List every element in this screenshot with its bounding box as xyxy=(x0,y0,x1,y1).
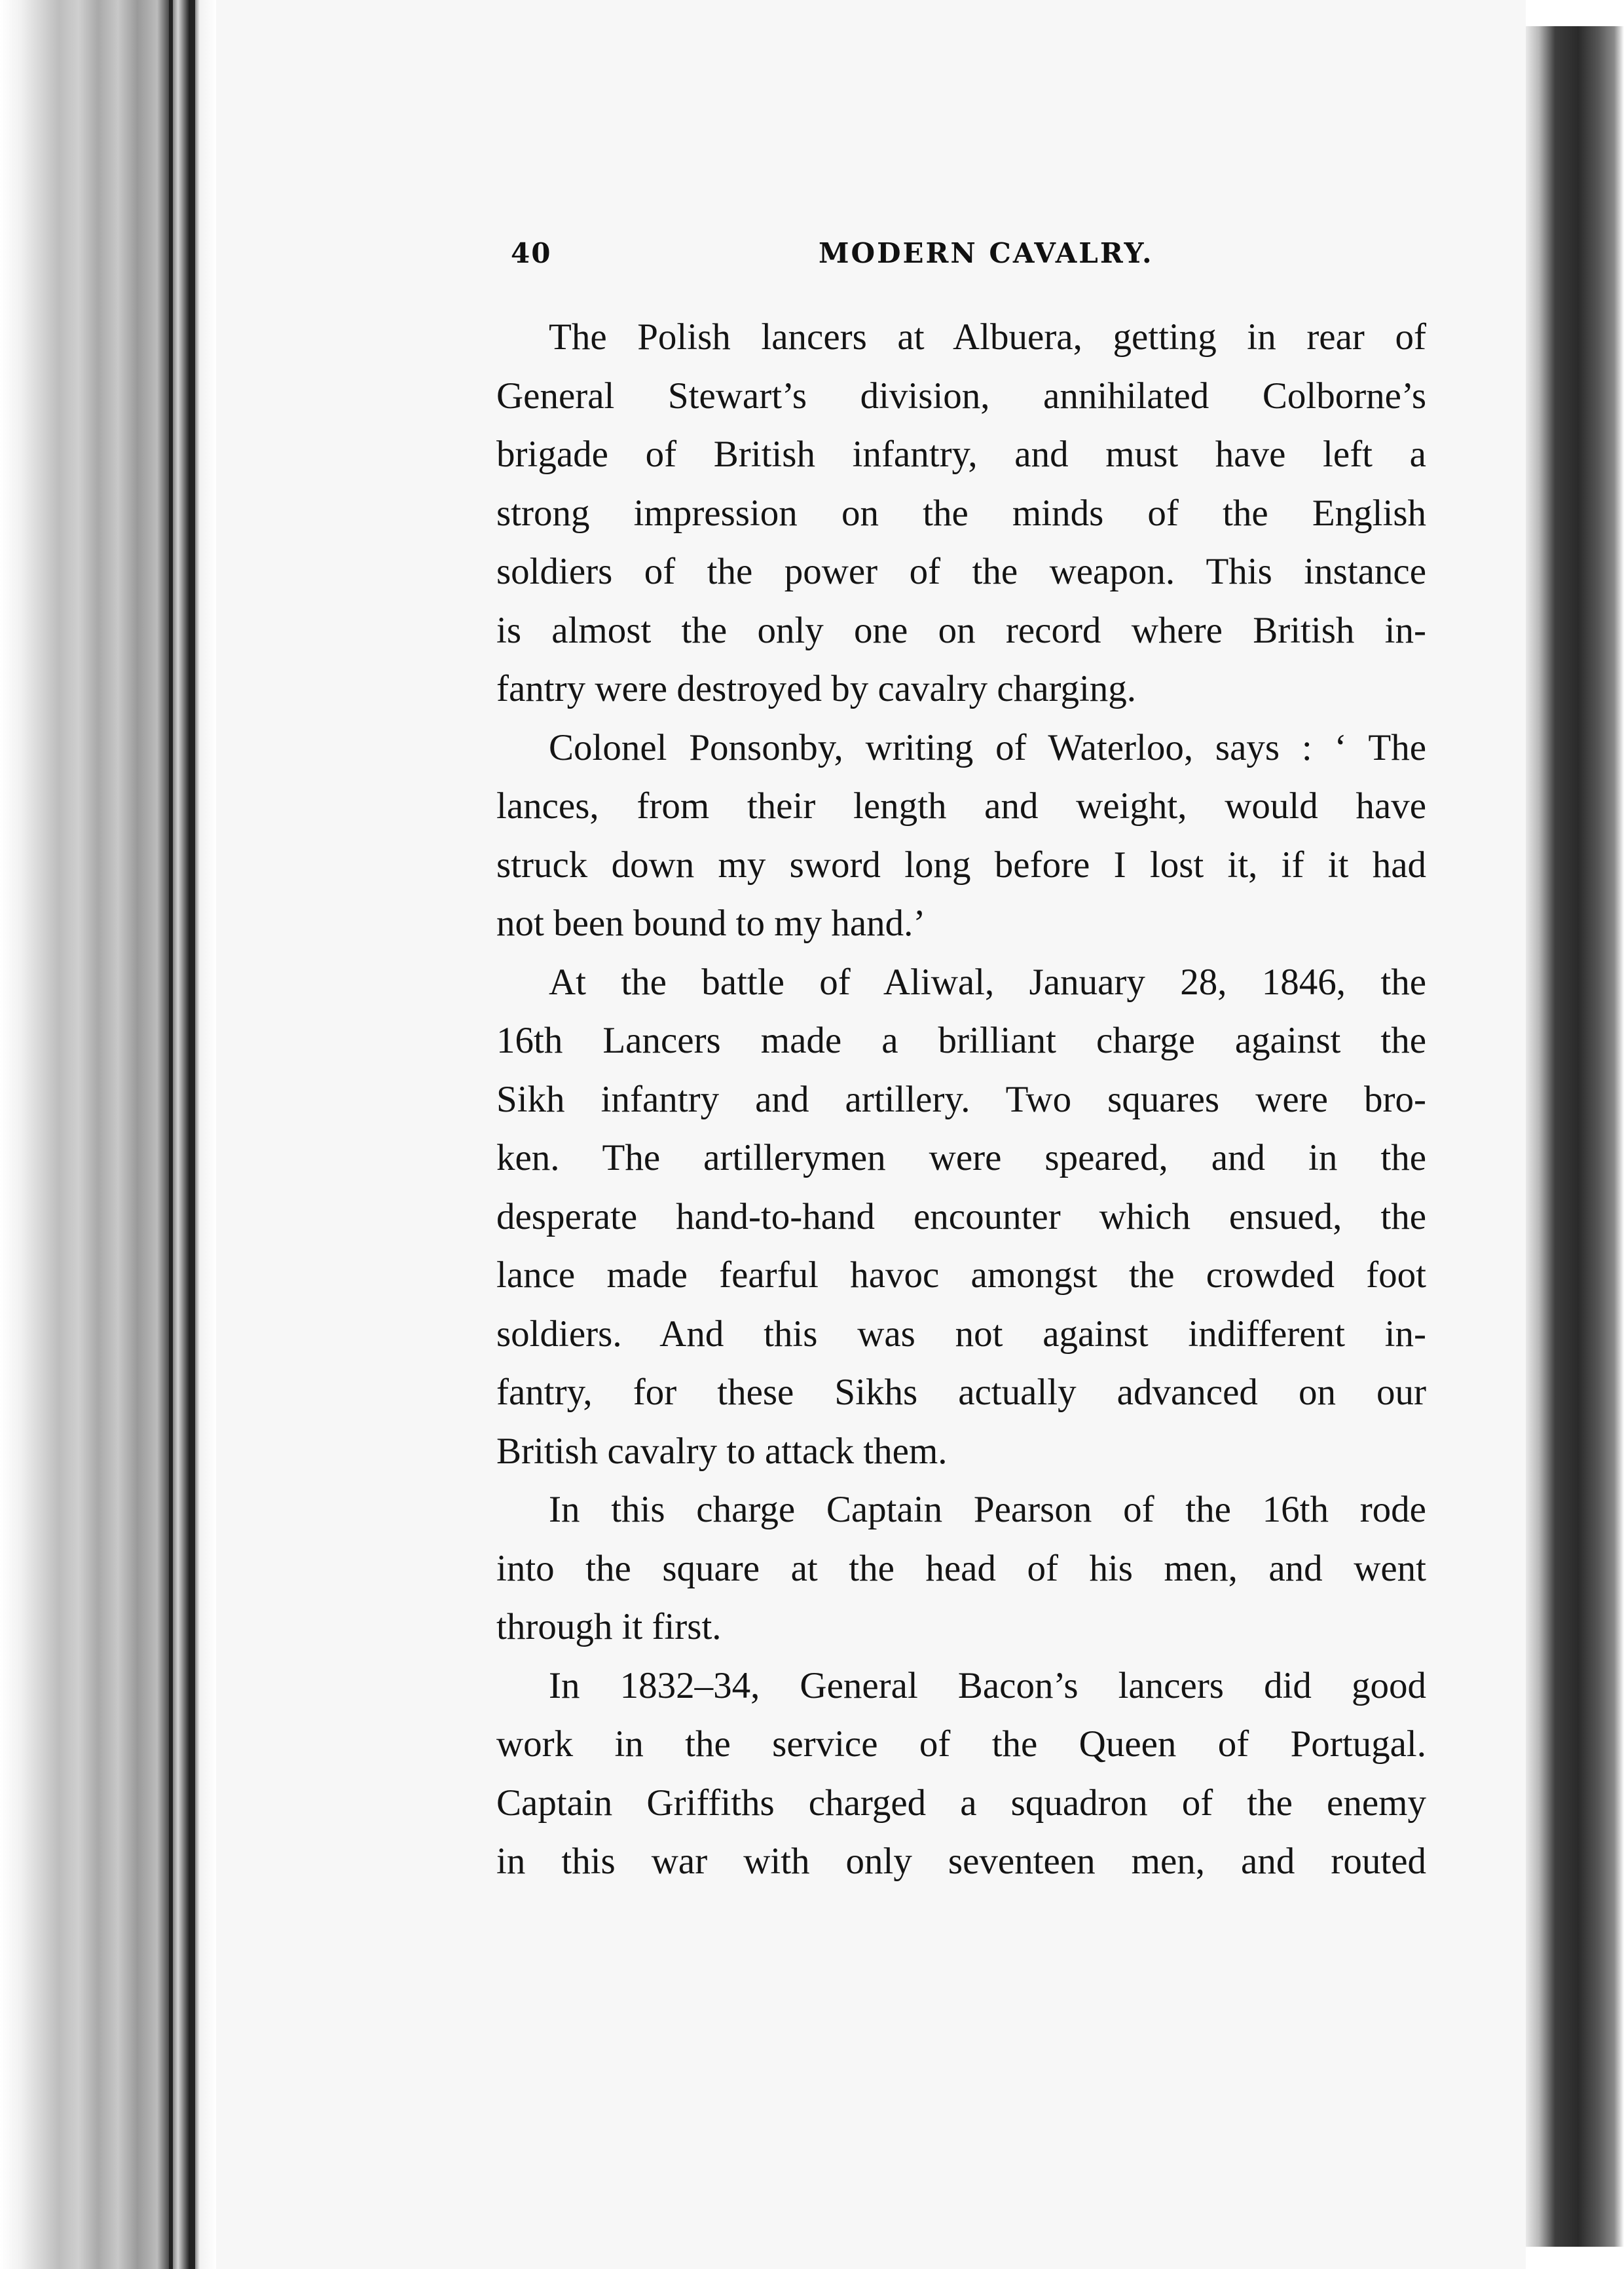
text-line: Captain Griffiths charged a squadron of the enemy xyxy=(496,1782,1426,1824)
text-line: British cavalry to attack them. xyxy=(496,1430,948,1472)
running-head xyxy=(511,237,1428,276)
gutter-line xyxy=(190,0,195,2269)
text-line: Colonel Ponsonby, writing of Waterloo, says : ‘ The xyxy=(549,726,1426,768)
book-gutter xyxy=(0,0,216,2269)
text-line: into the square at the head of his men, and went xyxy=(496,1547,1426,1589)
text-line: In 1832–34, General Bacon’s lancers did good xyxy=(549,1664,1426,1706)
text-line: work in the service of the Queen of Portugal. xyxy=(496,1723,1426,1765)
text-line: In this charge Captain Pearson of the 16th rode xyxy=(549,1489,1426,1530)
text-line: struck down my sword long before I lost it, if it had xyxy=(496,844,1426,886)
text-line: fantry were destroyed by cavalry charging. xyxy=(496,668,1137,709)
text-line: strong impression on the minds of the English xyxy=(496,492,1426,534)
text-line: General Stewart’s division, annihilated Colborne’s xyxy=(496,375,1426,417)
text-line: Sikh infantry and artillery. Two squares were bro- xyxy=(496,1078,1426,1120)
text-line: 16th Lancers made a brilliant charge against the xyxy=(496,1020,1426,1061)
text-line: At the battle of Aliwal, January 28, 1846, the xyxy=(549,961,1426,1003)
running-title: MODERN CAVALRY. xyxy=(819,237,1154,269)
text-line: soldiers. And this was not against indifferent in- xyxy=(496,1313,1426,1355)
text-line: ken. The artillerymen were speared, and in the xyxy=(496,1137,1426,1178)
text-line: lances, from their length and weight, would have xyxy=(496,785,1426,827)
gutter-line xyxy=(169,0,173,2269)
text-line: in this war with only seventeen men, and routed xyxy=(496,1841,1426,1882)
page-number: 40 xyxy=(511,237,552,269)
text-line: not been bound to my hand.’ xyxy=(496,903,926,944)
text-line: brigade of British infantry, and must have left a xyxy=(496,434,1426,475)
text-line: through it first. xyxy=(496,1606,722,1647)
text-line: is almost the only one on record where British in- xyxy=(496,609,1426,651)
text-line: The Polish lancers at Albuera, getting in rear of xyxy=(549,316,1426,358)
right-margin-shadow xyxy=(1526,26,1624,2247)
text-line: soldiers of the power of the weapon. This instance xyxy=(496,551,1426,592)
body-text xyxy=(496,308,1426,1891)
text-line: lance made fearful havoc amongst the crowded foot xyxy=(496,1254,1426,1296)
text-line: fantry, for these Sikhs actually advanced on our xyxy=(496,1372,1426,1413)
text-line: desperate hand-to-hand encounter which ensued, the xyxy=(496,1195,1426,1237)
